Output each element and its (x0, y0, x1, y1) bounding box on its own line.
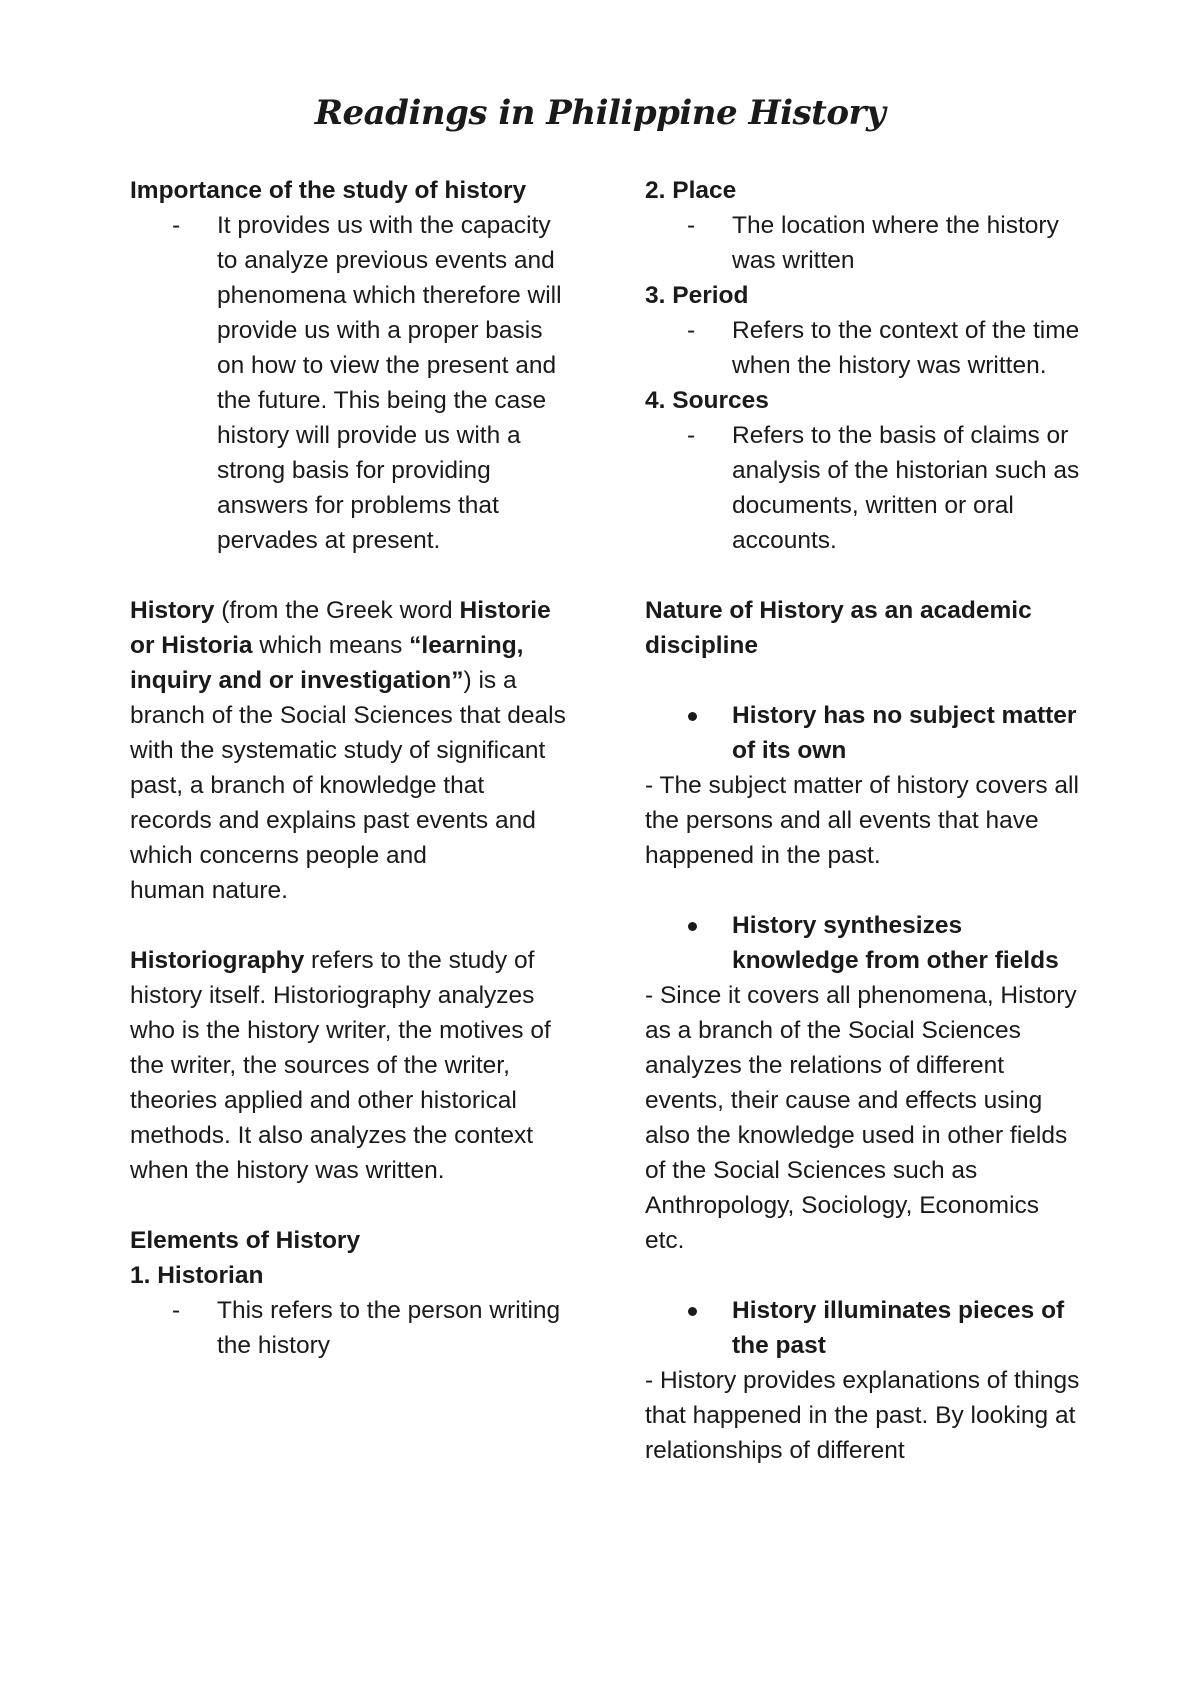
element-place-heading: 2. Place (645, 177, 737, 204)
element-historian-heading: 1. Historian (130, 1262, 264, 1289)
definition-text: which means (252, 632, 410, 659)
left-column (130, 173, 570, 1363)
definition-text: (from the Greek word (214, 597, 460, 624)
nature-bullet-1 (645, 698, 1085, 768)
elements-heading: Elements of History (130, 1227, 361, 1254)
importance-heading: Importance of the study of history (130, 177, 527, 204)
historiography-definition (130, 943, 570, 1188)
element-sources-heading: 4. Sources (645, 387, 769, 414)
element-place-item (645, 208, 1085, 278)
dash-marker: - (172, 212, 181, 239)
dash-marker: - (687, 317, 696, 344)
bullet-icon (688, 922, 697, 931)
history-definition (130, 593, 570, 908)
definition-text: human nature. (130, 877, 288, 904)
spacer (645, 873, 1085, 908)
bullet-icon (688, 1307, 697, 1316)
element-period-heading: 3. Period (645, 282, 749, 309)
term-historiography: Historiography (130, 947, 305, 974)
right-column (645, 173, 1085, 1468)
element-historian-text: This refers to the person writing the history (217, 1297, 561, 1359)
spacer (130, 908, 570, 943)
spacer (645, 558, 1085, 593)
nature-1-text: - The subject matter of history covers all the persons and all events that have happened in the past. (645, 772, 1079, 869)
importance-list-item (130, 208, 570, 558)
definition-text: ) is a branch of the Social Sciences that deals with the systematic study of significant past, a branch of knowledge that records and explains past events and which concerns people and (130, 667, 566, 869)
nature-bullet-3-text: History illuminates pieces of the past (732, 1297, 1065, 1359)
nature-bullet-3 (645, 1293, 1085, 1363)
dash-marker: - (687, 212, 696, 239)
nature-3-text: - History provides explanations of things that happened in the past. By looking at relationships of different (645, 1367, 1080, 1464)
nature-2-text: - Since it covers all phenomena, History as a branch of the Social Sciences analyzes the relations of different events, their cause and effects using also the knowledge used in other fields of the Social Sciences such as Anthropology, Sociology, Economics etc. (645, 982, 1077, 1254)
importance-text: It provides us with the capacity to analyze previous events and phenomena which therefore will provide us with a proper basis on how to view the present and the future. This being the case history will provide us with a strong basis for providing answers for problems that pervades at present. (217, 212, 562, 554)
spacer (645, 663, 1085, 698)
element-sources-item (645, 418, 1085, 558)
spacer (130, 1188, 570, 1223)
element-sources-text: Refers to the basis of claims or analysis of the historian such as documents, written or oral accounts. (732, 422, 1080, 554)
spacer (645, 1258, 1085, 1293)
element-historian-item (130, 1293, 570, 1363)
dash-marker: - (687, 422, 696, 449)
element-place-text: The location where the history was written (732, 212, 1059, 274)
term-historie: Historie or Historia (130, 597, 551, 659)
page-title: Readings in Philippine History (314, 93, 886, 133)
dash-marker: - (172, 1297, 181, 1324)
term-history: History (130, 597, 215, 624)
nature-bullet-2 (645, 908, 1085, 978)
element-period-item (645, 313, 1085, 383)
nature-heading: Nature of History as an academic discipline (645, 597, 1032, 659)
nature-bullet-1-text: History has no subject matter of its own (732, 702, 1077, 764)
definition-text: refers to the study of history itself. Historiography analyzes who is the history writer, the motives of the writer, the sources of the writer, theories applied and other historical methods. It also analyzes the context when the history was written. (130, 947, 551, 1184)
spacer (130, 558, 570, 593)
nature-bullet-2-text: History synthesizes knowledge from other fields (732, 912, 1059, 974)
bullet-icon (688, 712, 697, 721)
element-period-text: Refers to the context of the time when the history was written. (732, 317, 1080, 379)
term-meaning: “learning, inquiry and or investigation” (130, 632, 524, 694)
